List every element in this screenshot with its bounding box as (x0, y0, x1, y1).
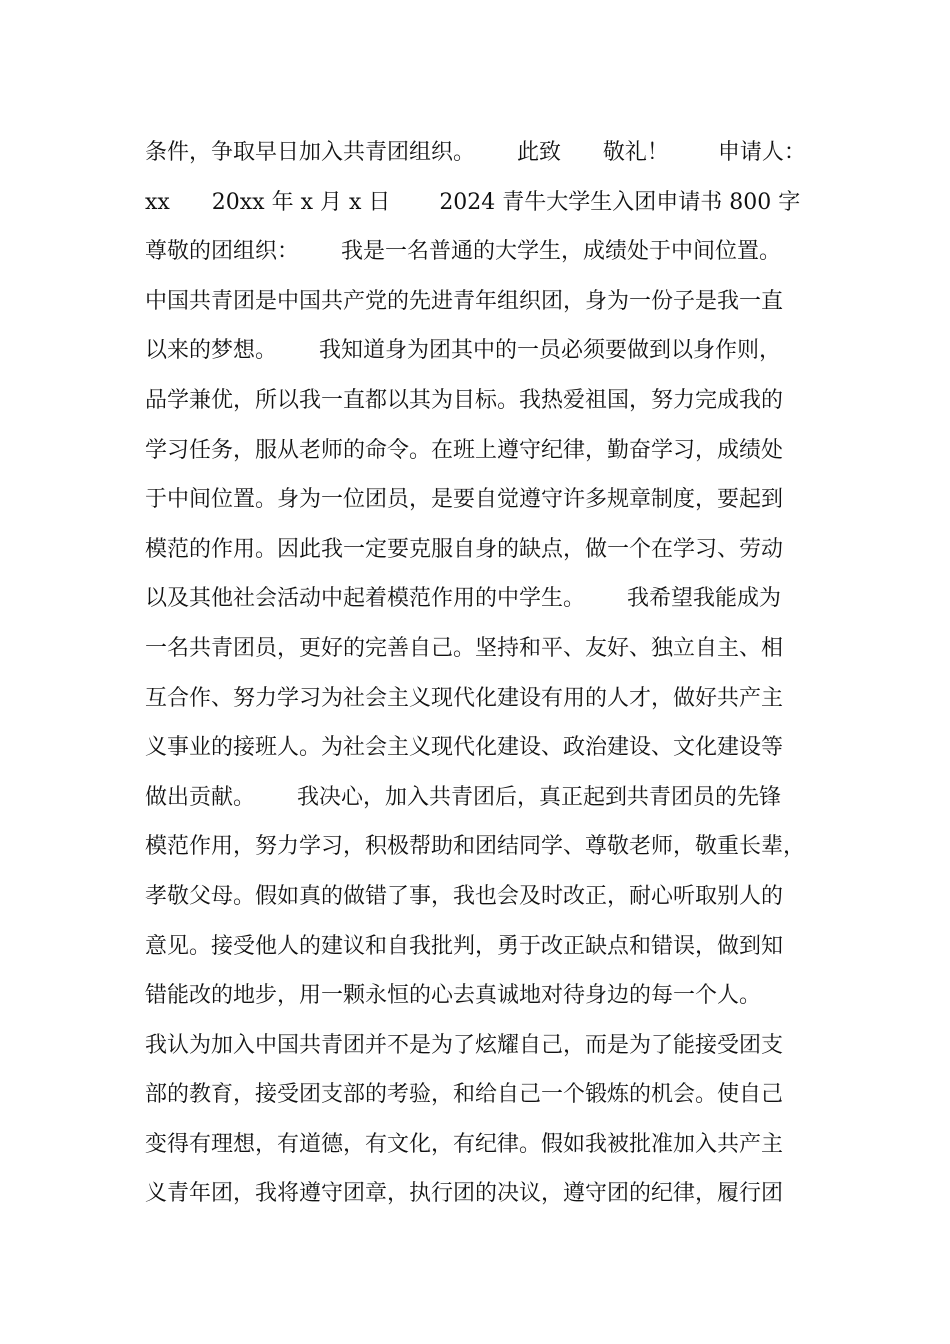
text-line: 错能改的地步，用一颗永恒的心去真诚地对待身边的每一个人。 (145, 983, 762, 1009)
text-line: 我认为加入中国共青团并不是为了炫耀自己，而是为了能接受团支 (145, 1032, 784, 1058)
text-line: 以来的梦想。 我知道身为团其中的一员必须要做到以身作则， (145, 338, 781, 364)
text-line: 变得有理想，有道德，有文化，有纪律。假如我被批准加入共产主 (145, 1131, 784, 1157)
text-line: 模范作用，努力学习，积极帮助和团结同学、尊敬老师，敬重长辈， (145, 834, 806, 860)
text-line: 意见。接受他人的建议和自我批判，勇于改正缺点和错误，做到知 (145, 933, 784, 959)
text-line: 尊敬的团组织： 我是一名普通的大学生，成绩处于中间位置。 (145, 239, 781, 265)
text-line: 学习任务，服从老师的命令。在班上遵守纪律，勤奋学习，成绩处 (145, 437, 784, 463)
text-line: 于中间位置。身为一位团员，是要自觉遵守许多规章制度，要起到 (145, 487, 784, 513)
text-line: 一名共青团员，更好的完善自己。坚持和平、友好、独立自主、相 (145, 635, 784, 661)
text-line: 部的教育，接受团支部的考验，和给自己一个锻炼的机会。使自己 (145, 1082, 784, 1108)
text-line: 以及其他社会活动中起着模范作用的中学生。 我希望我能成为 (145, 586, 781, 612)
body-text (145, 128, 815, 1219)
text-line: xx 20xx 年 x 月 x 日 2024 青牛大学生入团申请书 800 字 (145, 189, 801, 215)
text-line: 义青年团，我将遵守团章，执行团的决议，遵守团的纪律，履行团 (145, 1181, 784, 1207)
text-line: 互合作、努力学习为社会主义现代化建设有用的人才，做好共产主 (145, 685, 784, 711)
text-line: 条件，争取早日加入共青团组织。 此致 敬礼！ 申请人： (145, 140, 806, 165)
text-line: 模范的作用。因此我一定要克服自身的缺点，做一个在学习、劳动 (145, 536, 784, 562)
text-line: 品学兼优，所以我一直都以其为目标。我热爱祖国，努力完成我的 (145, 387, 784, 413)
text-line: 义事业的接班人。为社会主义现代化建设、政治建设、文化建设等 (145, 735, 784, 761)
text-line: 做出贡献。 我决心，加入共青团后，真正起到共青团员的先锋 (145, 784, 781, 810)
text-line: 中国共青团是中国共产党的先进青年组织团，身为一份子是我一直 (145, 288, 784, 314)
text-line: 孝敬父母。假如真的做错了事，我也会及时改正，耐心听取别人的 (145, 883, 784, 909)
